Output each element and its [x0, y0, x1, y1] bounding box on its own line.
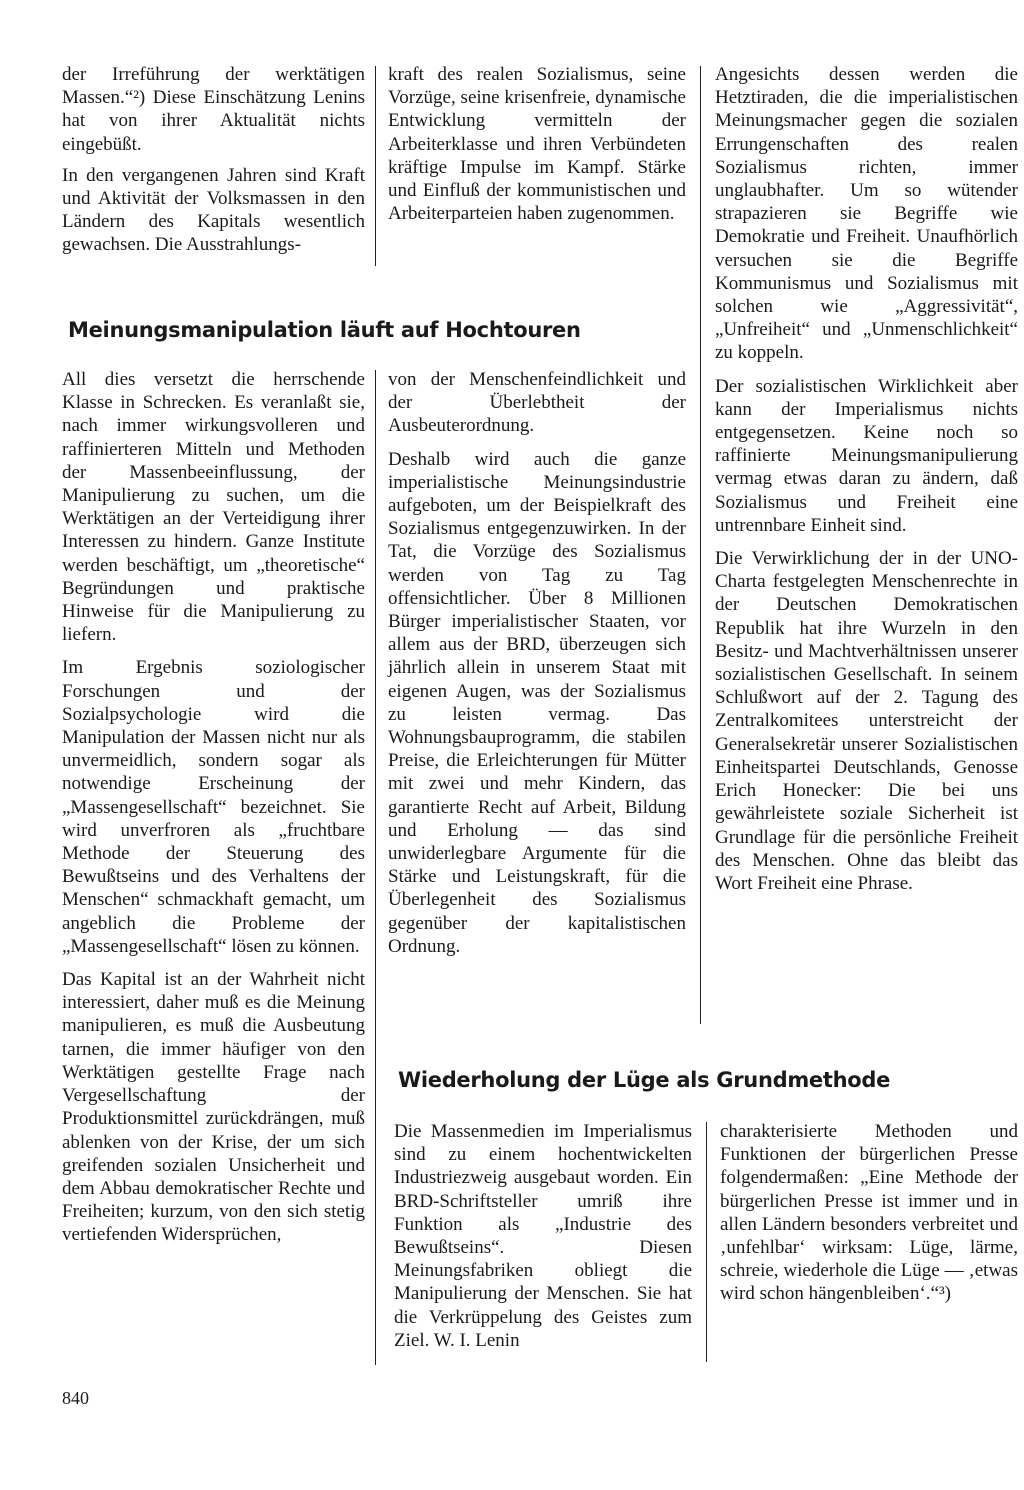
paragraph: Angesichts dessen werden die Hetztiraden, die die imperialistischen Meinungsmacher gegen die sozialen Errungenschaften des realen Sozialismus richten, immer unglaubhafter. Um so wütender strapazieren sie Begriffe wie Demokratie und Freiheit. Unaufhörlich versuchen sie die Begriffe Kommunismus und Sozialismus mit solchen wie „Aggressivität“, „Unfreiheit“ und „Unmenschlichkeit“ zu koppeln. [715, 64, 1018, 364]
section2-column-2 [720, 1120, 1018, 1306]
column-divider [375, 370, 376, 1365]
paragraph: Die Massenmedien im Imperialismus sind zu einem hochentwickelten Industriezweig ausgebaut worden. Ein BRD-Schriftsteller umriß ihre Funktion als „Industrie des Bewußtseins“. Diesen Meinungsfabriken obliegt die Manipulierung der Menschen. Sie hat die Verkrüppelung des Geistes zum Ziel. W. I. Lenin [394, 1121, 692, 1351]
section1-column-1 [62, 368, 365, 1247]
paragraph: Im Ergebnis soziologischer Forschungen und der Sozialpsychologie wird die Manipulation der Massen nicht nur als unvermeidlich, sondern sogar als notwendige Erscheinung der „Massengesellschaft“ bezeichnet. Sie wird unverfroren als „fruchtbare Methode der Steuerung des Bewußtseins und des Verhaltens der Menschen“ schmackhaft gemacht, um angeblich die Probleme der „Massengesellschaft“ lösen zu können. [62, 657, 365, 957]
section-heading-2: Wiederholung der Lüge als Grundmethode [398, 1068, 891, 1092]
paragraph: von der Menschenfeindlichkeit und der Überlebtheit der Ausbeuterordnung. [388, 369, 686, 437]
section2-column-1 [394, 1120, 692, 1352]
paragraph: Das Kapital ist an der Wahrheit nicht interessiert, daher muß es die Meinung manipulieren, es muß die Ausbeutung tarnen, die immer häufiger von den Werktätigen gestellte Frage nach Vergesellschaftung der Produktionsmittel zurückdrängen, muß ablenken von der Krise, der um sich greifenden sozialen Unsicherheit und dem Abbau demokratischer Rechte und Freiheiten; kurzum, von den sich stetig vertiefenden Widersprüchen, [62, 969, 365, 1246]
page-number: 840 [62, 1388, 89, 1408]
paragraph: In den vergangenen Jahren sind Kraft und Aktivität der Volksmassen in den Ländern des Kapitals wesentlich gewachsen. Die Ausstrahlungs- [62, 164, 365, 256]
top-column-1 [62, 63, 365, 257]
section1-column-2 [388, 368, 686, 958]
top-column-2 [388, 63, 686, 225]
paragraph: All dies versetzt die herrschende Klasse in Schrecken. Es veranlaßt sie, nach immer wirkungsvolleren und raffinierteren Mitteln und Methoden der Massenbeeinflussung, der Manipulierung zu suchen, um die Werktätigen an der Verteidigung ihrer Interessen zu hindern. Ganze Institute werden beschäftigt, um „theoretische“ Begründungen und praktische Hinweise für die Manipulierung zu liefern. [62, 369, 365, 646]
paragraph: Deshalb wird auch die ganze imperialistische Meinungsindustrie aufgeboten, um der Beispielkraft des Sozialismus entgegenzuwirken. In der Tat, die Vorzüge des Sozialismus werden von Tag zu Tag offensichtlicher. Über 8 Millionen Bürger imperialistischer Staaten, vor allem aus der BRD, überzeugen sich jährlich allein in unserem Staat mit eigenen Augen, was der Sozialismus zu leisten vermag. Das Wohnungsbauprogramm, die stabilen Preise, die Erleichterungen für Mütter mit zwei und mehr Kindern, das garantierte Recht auf Arbeit, Bildung und Erholung — das sind unwiderlegbare Argumente für die Stärke und Leistungskraft, für die Überlegenheit des Sozialismus gegenüber der kapitalistischen Ordnung. [388, 448, 686, 957]
paragraph: Die Verwirklichung der in der UNO-Charta festgelegten Menschenrechte in der Deutschen Demokratischen Republik hat ihre Wurzeln in den Besitz- und Machtverhältnissen unserer sozialistischen Gesellschaft. In seinem Schlußwort auf der 2. Tagung des Zentralkomitees unterstreicht der Generalsekretär unserer Sozialistischen Einheitspartei Deutschlands, Genosse Erich Honecker: Die bei uns gewährleistete soziale Sicherheit ist Grundlage für die persönliche Freiheit des Menschen. Ohne das bleibt das Wort Freiheit eine Phrase. [715, 548, 1018, 894]
column-divider [706, 1122, 707, 1362]
right-column [715, 63, 1018, 895]
column-divider [375, 66, 376, 266]
paragraph: kraft des realen Sozialismus, seine Vorzüge, seine krisenfreie, dynamische Entwicklung vermitteln der Arbeiterklasse und ihren Verbündeten kräftige Impulse im Kampf. Stärke und Einfluß der kommunistischen und Arbeiterparteien haben zugenommen. [388, 64, 686, 225]
section-heading-1: Meinungsmanipulation läuft auf Hochtouren [68, 318, 581, 342]
column-divider [700, 66, 701, 1024]
paragraph: Der sozialistischen Wirklichkeit aber kann der Imperialismus nichts entgegensetzen. Keine noch so raffinierte Meinungsmanipulierung vermag etwas daran zu ändern, daß Sozialismus und Freiheit eine untrennbare Einheit sind. [715, 375, 1018, 536]
paragraph: der Irreführung der werktätigen Massen.“²) Diese Einschätzung Lenins hat von ihrer Aktualität nichts eingebüßt. [62, 64, 365, 155]
paragraph: charakterisierte Methoden und Funktionen der bürgerlichen Presse folgendermaßen: „Eine Methode der bürgerlichen Presse ist immer und in allen Ländern besonders verbreitet und ‚unfehlbar‘ wirksam: Lüge, lärme, schreie, wiederhole die Lüge — ‚etwas wird schon hängenbleiben‘.“³) [720, 1121, 1018, 1305]
